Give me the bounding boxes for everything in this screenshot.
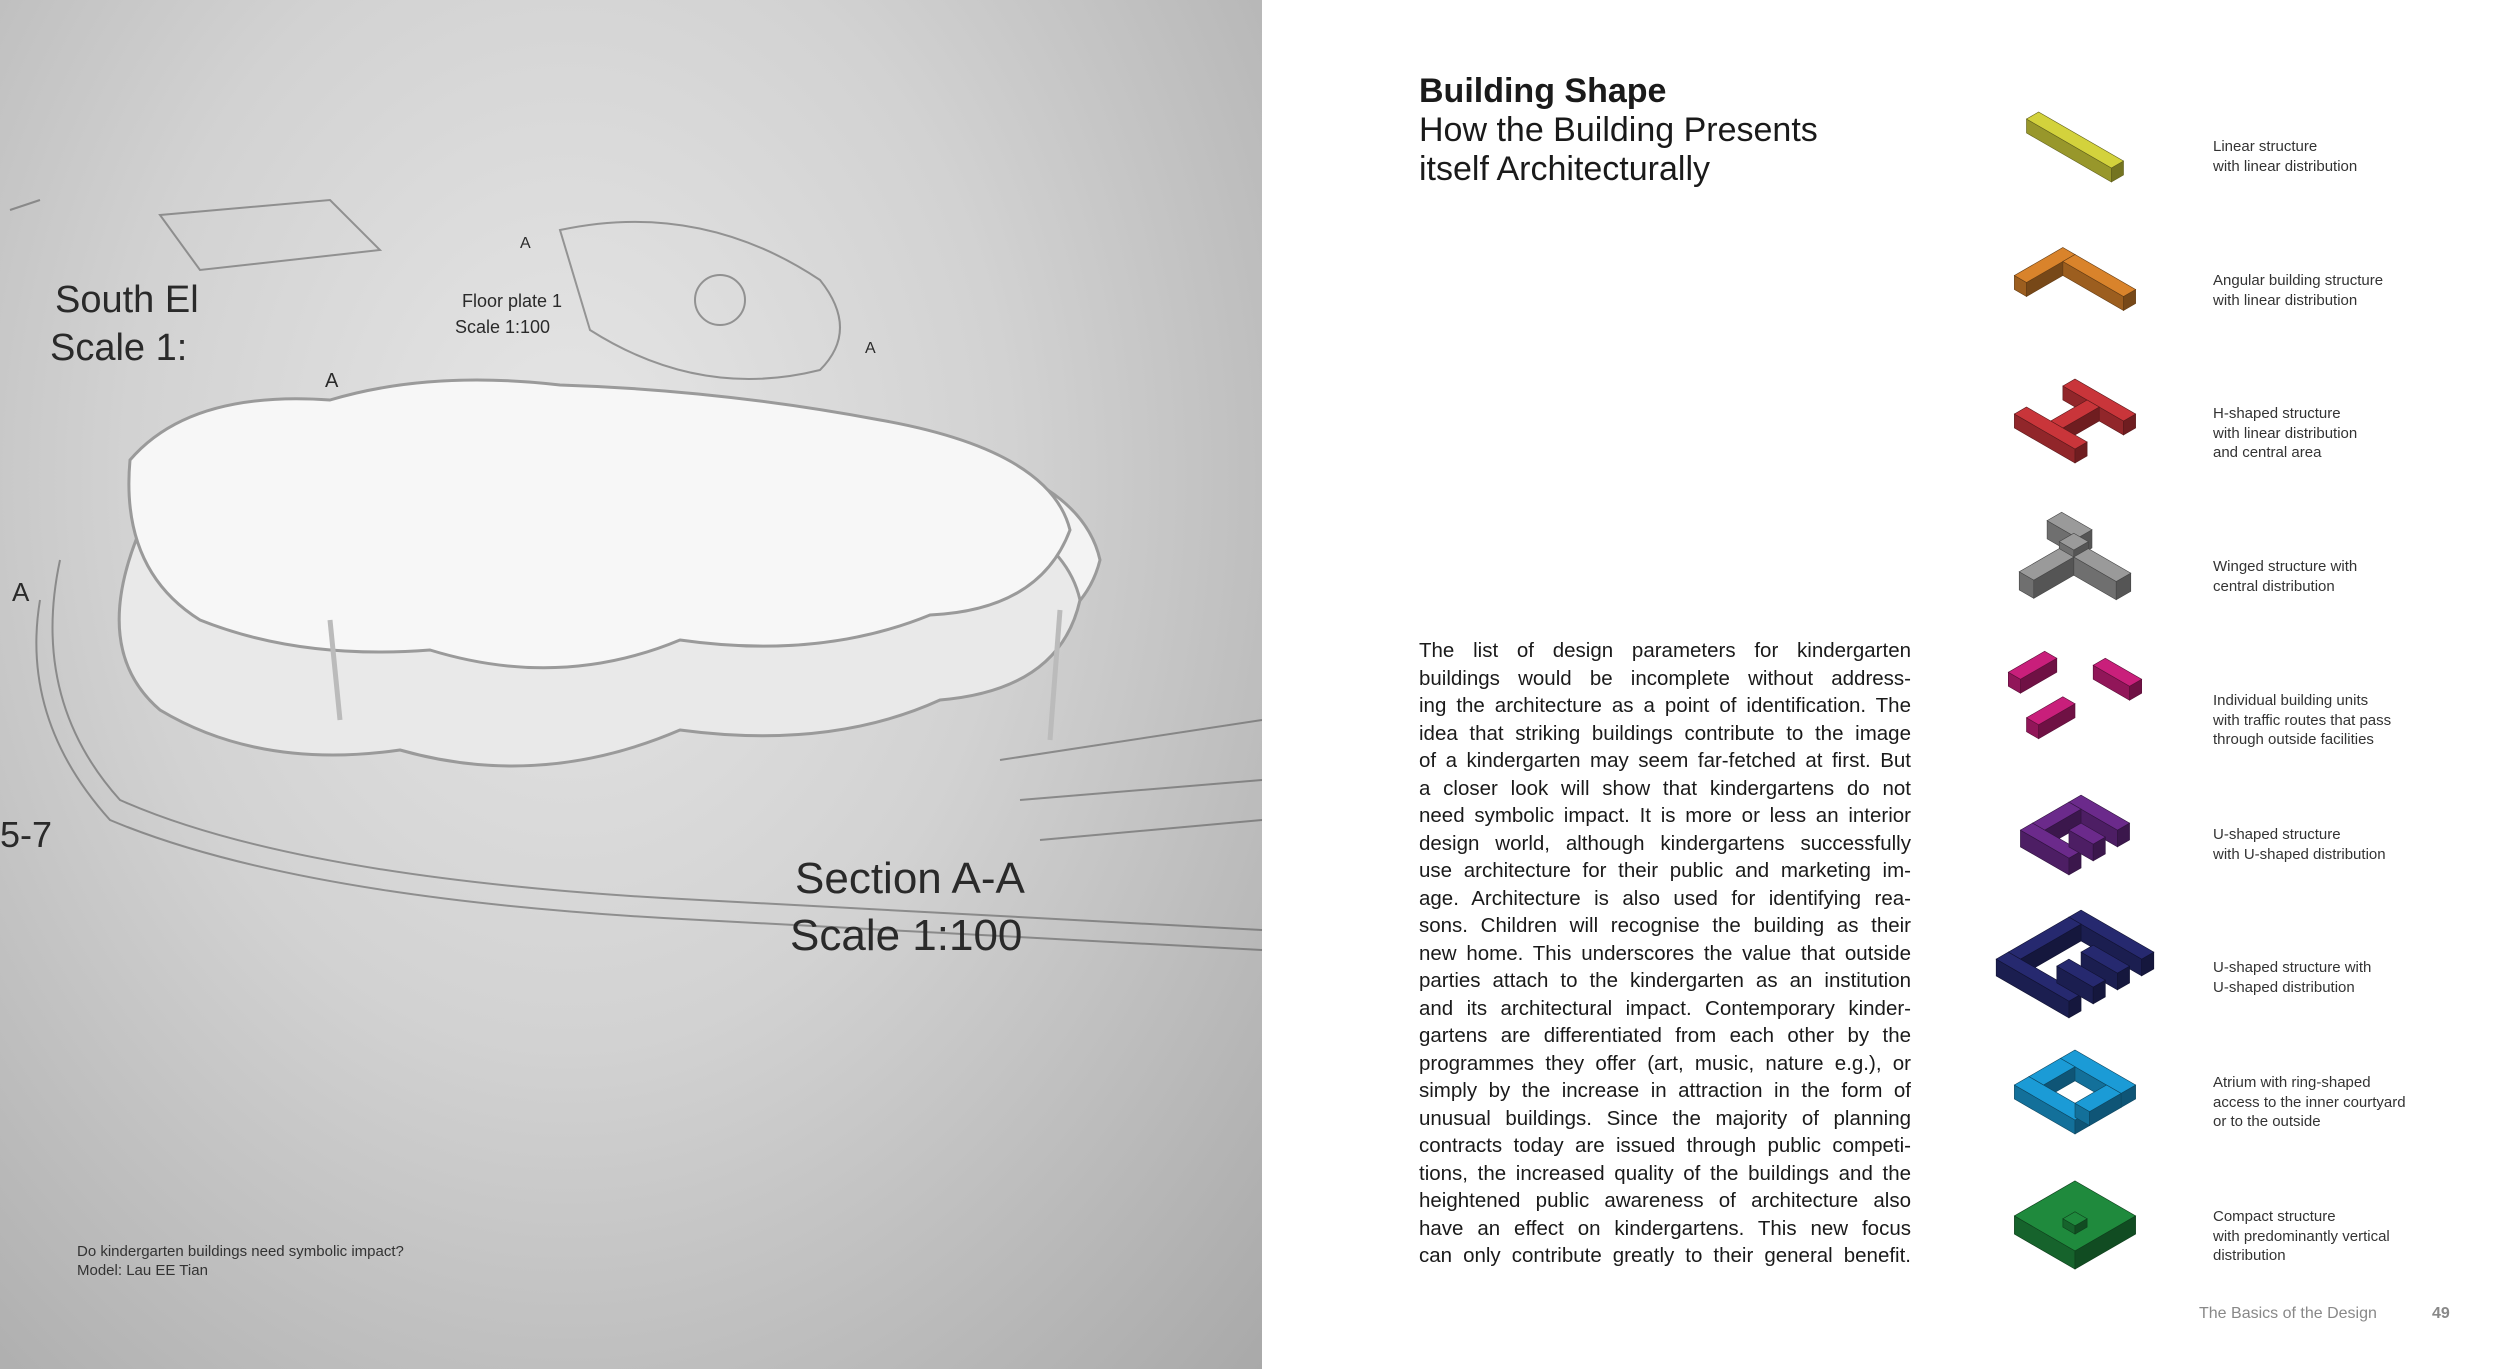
caption-line: Model: Lau EE Tian	[77, 1262, 208, 1279]
linear-block-icon	[1975, 72, 2175, 222]
atrium-ring-block-icon	[1975, 1017, 2175, 1167]
u-shaped-block-icon	[1975, 760, 2175, 910]
shape-label-line: with traffic routes that pass	[2213, 711, 2392, 729]
body-text-line: a closer look will show that kindergartens do not	[1419, 776, 1911, 800]
drawing-marker: A	[865, 340, 876, 357]
shape-label	[2213, 958, 2371, 997]
shape-label-line: U-shaped distribution	[2213, 978, 2355, 996]
body-text-line: The list of design parameters for kindergarten	[1419, 639, 1911, 662]
body-text-line: of a kindergarten may seem far-fetched at first. But	[1419, 749, 1911, 772]
body-text-line: contracts today are issued through public competi-	[1419, 1134, 1911, 1157]
body-text-line: simply by the increase in attraction in the form of	[1419, 1079, 1911, 1102]
body-text-line: heightened public awareness of architecture also	[1419, 1189, 1911, 1212]
shape-label-line: H-shaped structure	[2213, 405, 2341, 422]
shape-label-line: U-shaped structure with	[2213, 959, 2372, 976]
body-text-line: sons. Children will recognise the building as their	[1419, 914, 1911, 937]
shape-label-line: Winged structure with	[2213, 558, 2358, 575]
body-text-line: buildings would be incomplete without address-	[1419, 666, 1911, 690]
compact-block-icon	[1975, 1150, 2175, 1300]
running-footer: The Basics of the Design	[2199, 1305, 2377, 1322]
caption-line: Do kindergarten buildings need symbolic impact?	[77, 1243, 404, 1260]
shape-label-line: distribution	[2213, 1247, 2286, 1264]
shape-label-line: Atrium with ring-shaped	[2213, 1074, 2371, 1091]
photo-caption	[77, 1242, 404, 1280]
body-text	[1419, 637, 1911, 1270]
shape-label-line: with linear distribution	[2213, 157, 2358, 175]
body-text-line: and its architectural impact. Contemporary kinder-	[1419, 996, 1911, 1020]
body-text-line: gartens are differentiated from each other by the	[1419, 1024, 1911, 1047]
page-title: Building Shape	[1419, 72, 1667, 110]
shape-label	[2213, 825, 2386, 864]
shape-label-line: through outside facilities	[2213, 731, 2374, 748]
drawing-marker: A	[520, 235, 531, 252]
body-text-line: age. Architecture is also used for identifying rea-	[1419, 886, 1911, 910]
page-subtitle-line: itself Architecturally	[1419, 150, 1710, 188]
body-text-line: need symbolic impact. It is more or less an interior	[1419, 804, 1911, 827]
drawing-label-scale: Scale 1:	[50, 327, 188, 369]
shape-label-line: access to the inner courtyard	[2213, 1093, 2406, 1111]
individual-units-icon	[1975, 620, 2175, 770]
shape-label	[2213, 271, 2383, 310]
body-text-line: idea that striking buildings contribute to the image	[1419, 721, 1911, 745]
shape-label	[2213, 404, 2357, 463]
page-subtitle-line: How the Building Presents	[1419, 111, 1818, 149]
shape-label	[2213, 557, 2357, 596]
body-text-line: can only contribute greatly to their general benefit.	[1419, 1244, 1911, 1267]
drawing-label-floor-plate: Floor plate 1	[462, 291, 563, 311]
shape-label-line: or to the outside	[2213, 1113, 2321, 1130]
shape-label	[2213, 137, 2357, 176]
drawing-marker: A	[325, 370, 339, 392]
drawing-label-section-scale: Scale 1:100	[790, 911, 1023, 960]
shape-label-line: with linear distribution	[2213, 424, 2358, 442]
shape-label	[2213, 1073, 2406, 1132]
page-number: 49	[2432, 1305, 2450, 1322]
shape-label-line: with U-shaped distribution	[2213, 845, 2386, 863]
drawing-label-floor-scale: Scale 1:100	[455, 317, 551, 337]
shape-label-line: with predominantly vertical	[2213, 1227, 2390, 1245]
page-heading	[1419, 72, 1818, 189]
drawing-marker: A	[12, 577, 30, 607]
body-text-line: design world, although kindergartens successfully	[1419, 831, 1911, 855]
winged-block-icon	[1975, 481, 2175, 631]
shape-label	[2213, 691, 2391, 750]
body-text-line: parties attach to the kindergarten as an institution	[1419, 969, 1911, 992]
body-text-line: programmes they offer (art, music, nature e.g.), or	[1419, 1051, 1911, 1075]
h-shaped-block-icon	[1975, 346, 2175, 496]
shape-label-line: U-shaped structure	[2213, 826, 2341, 843]
shape-label-line: central distribution	[2213, 577, 2335, 595]
shape-label-line: Compact structure	[2213, 1208, 2336, 1225]
drawing-label-south-elevation: South El	[55, 279, 199, 321]
shape-label-line: with linear distribution	[2213, 291, 2358, 309]
shape-label	[2213, 1207, 2390, 1266]
shape-label-line: Linear structure	[2213, 138, 2318, 155]
drawing-label-grid: 5-7	[0, 814, 53, 855]
shape-label-line: Individual building units	[2213, 692, 2369, 709]
body-text-line: use architecture for their public and marketing im-	[1419, 859, 1911, 882]
drawing-label-section: Section A-A	[795, 854, 1025, 903]
body-text-line: have an effect on kindergartens. This new focus	[1419, 1216, 1911, 1240]
body-text-line: ing the architecture as a point of identification. The	[1419, 694, 1911, 717]
body-text-line: new home. This underscores the value that outside	[1419, 941, 1911, 965]
shape-label-line: Angular building structure	[2213, 272, 2384, 289]
angular-block-icon	[1975, 204, 2175, 354]
shape-label-line: and central area	[2213, 444, 2322, 461]
body-text-line: unusual buildings. Since the majority of planning	[1419, 1106, 1911, 1130]
body-text-line: tions, the increased quality of the buildings and the	[1419, 1161, 1911, 1185]
